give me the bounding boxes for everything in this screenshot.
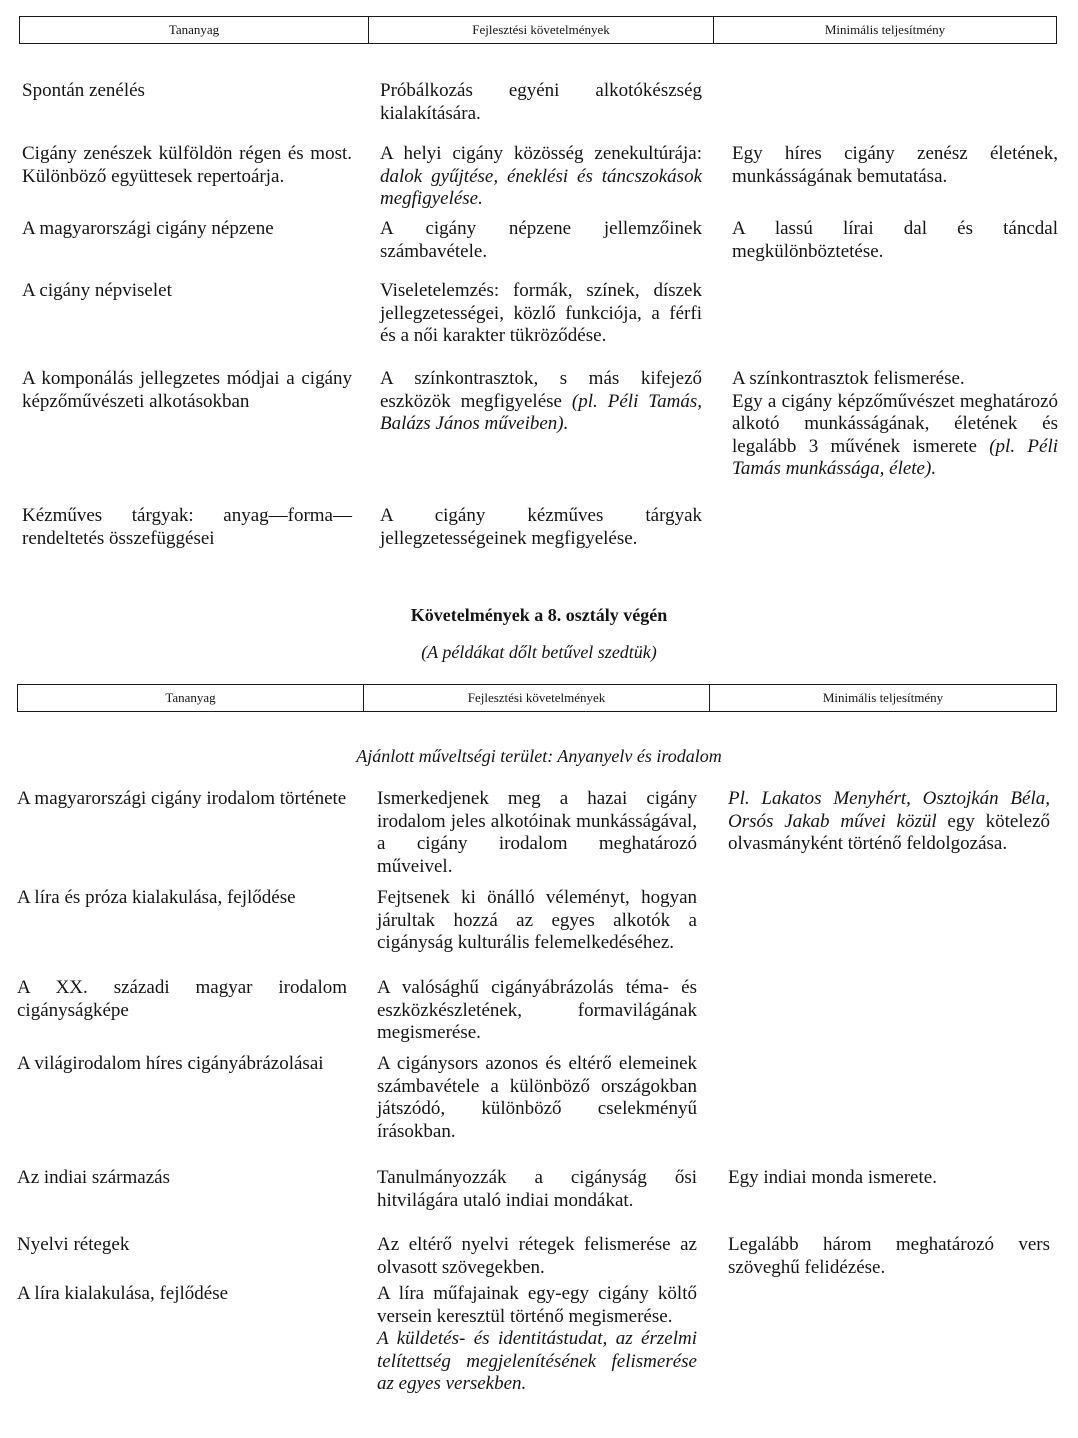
t2-row6-fejlesztesi: Az eltérő nyelvi rétegek felismerése az olvasott szövegekben. <box>377 1234 697 1278</box>
header-fejlesztesi: Fejlesztési követelmények <box>369 17 714 43</box>
t2-row6-minimalis: Legalább három meghatározó vers szöveghű felidézése. <box>728 1234 1050 1278</box>
t1-row6-fejlesztesi: A cigány kézműves tárgyak jellegzetességeinek megfigyelése. <box>380 505 702 549</box>
t2-row3-fejlesztesi: A valósághű cigányábrázolás téma- és eszközkészletének, formavilágának megismerése. <box>377 977 697 1043</box>
t2-row1-minimalis: Pl. Lakatos Menyhért, Osztojkán Béla, Orsós Jakab művei közül egy kötelező olvasmányként történő feldolgozása. <box>728 788 1050 854</box>
t1-row4-tananyag: A cigány népviselet <box>22 280 172 301</box>
t1-row4-fejlesztesi: Viseletelemzés: formák, színek, díszek jellegzetességei, közlő funkciója, a férfi és a női karakter tükröződése. <box>380 280 702 346</box>
t1-row2-fejlesztesi: A helyi cigány közösség zenekultúrája: dalok gyűjtése, éneklési és táncszokások megfigyelése. <box>380 143 702 209</box>
t2-row4-tananyag: A világirodalom híres cigányábrázolásai <box>17 1053 324 1074</box>
header-minimalis: Minimális teljesítmény <box>822 690 944 705</box>
t1-row3-tananyag: A magyarországi cigány népzene <box>22 218 274 239</box>
header-minimalis: Minimális teljesítmény <box>824 22 946 37</box>
header-tananyag: Tananyag <box>18 685 364 711</box>
area-heading: Ajánlott műveltségi terület: Anyanyelv és irodalom <box>356 746 722 766</box>
t2-row5-tananyag: Az indiai származás <box>17 1167 170 1188</box>
t2-row2-tananyag: A líra és próza kialakulása, fejlődése <box>17 887 296 908</box>
t1-row5-tananyag: A komponálás jellegzetes módjai a cigány képzőművészeti alkotásokban <box>22 368 352 412</box>
t1-row3-fejlesztesi: A cigány népzene jellemzőinek számbavétele. <box>380 218 702 262</box>
table2-header <box>17 684 1057 712</box>
t2-row4-fejlesztesi: A cigánysors azonos és eltérő elemeinek számbavétele a különböző országokban játszódó, különböző cselekményű írásokban. <box>377 1053 697 1142</box>
t2-row5-fejlesztesi: Tanulmányozzák a cigányság ősi hitvilágára utaló indiai mondákat. <box>377 1167 697 1211</box>
t2-row2-fejlesztesi: Fejtsenek ki önálló véleményt, hogyan járultak hozzá az egyes alkotók a cigányság kulturális felemelkedéséhez. <box>377 887 697 953</box>
t2-row7-tananyag: A líra kialakulása, fejlődése <box>17 1283 229 1304</box>
section-title: Követelmények a 8. osztály végén <box>410 605 668 625</box>
section-subtitle: (A példákat dőlt betűvel szedtük) <box>421 642 657 662</box>
t2-row1-tananyag: A magyarországi cigány irodalom története <box>17 788 347 809</box>
header-fejlesztesi: Fejlesztési követelmények <box>364 685 710 711</box>
t2-row6-tananyag: Nyelvi rétegek <box>17 1234 130 1255</box>
t1-row1-fejlesztesi: Próbálkozás egyéni alkotókészség kialakítására. <box>380 80 702 124</box>
t1-row6-tananyag: Kézműves tárgyak: anyag—forma—rendeltetés összefüggései <box>22 505 352 549</box>
t1-row5-fejlesztesi: A színkontrasztok, s más kifejező eszközök megfigyelése (pl. Péli Tamás, Balázs János műveiben). <box>380 368 702 434</box>
header-tananyag: Tananyag <box>20 17 369 43</box>
t1-row2-minimalis: Egy híres cigány zenész életének, munkásságának bemutatása. <box>732 143 1058 187</box>
t1-row3-minimalis: A lassú lírai dal és táncdal megkülönböztetése. <box>732 218 1058 262</box>
t2-row1-fejlesztesi: Ismerkedjenek meg a hazai cigány irodalom jeles alkotóinak munkásságával, a cigány irodalom meghatározó műveivel. <box>377 788 697 877</box>
t2-row7-fejlesztesi: A líra műfajainak egy-egy cigány költő versein keresztül történő megismerése. A küldetés- és identitástudat, az érzelmi telítettség megjelenítésének felismerése az egyes versekben. <box>377 1283 697 1394</box>
t2-row5-minimalis: Egy indiai monda ismerete. <box>728 1167 937 1188</box>
t1-row2-tananyag: Cigány zenészek külföldön régen és most. Különböző együttesek repertoárja. <box>22 143 352 187</box>
t1-row5-minimalis: A színkontrasztok felismerése. Egy a cigány képzőművészet meghatározó alkotó munkásságának, életének és legalább 3 művének ismerete (pl. Péli Tamás munkássága, élete). <box>732 368 1059 479</box>
table1-header <box>19 16 1057 44</box>
t1-row1-tananyag: Spontán zenélés <box>22 80 145 101</box>
t2-row3-tananyag: A XX. századi magyar irodalom cigányságképe <box>17 977 347 1021</box>
